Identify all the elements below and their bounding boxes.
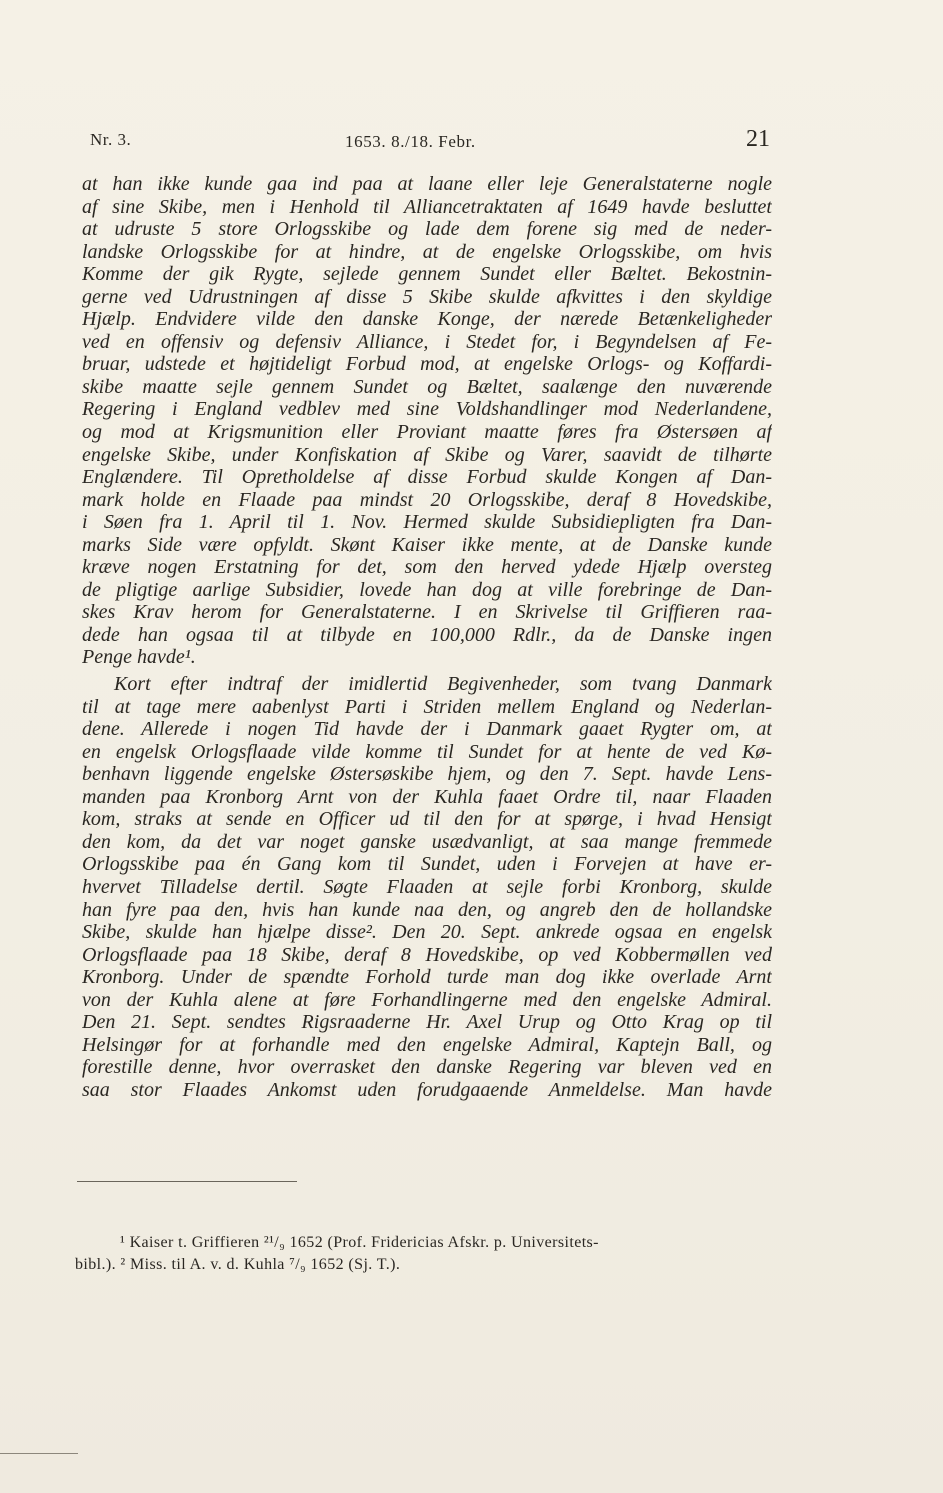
text-line: at han ikke kunde gaa ind paa at laane eller leje Generalstaterne nogle [82,173,772,195]
text-line: manden paa Kronborg Arnt von der Kuhla faaet Ordre til, naar Flaaden [82,785,772,808]
header-date: 1653. 8./18. Febr. [345,132,476,151]
text-line: marks Side være opfyldt. Skønt Kaiser ikke mente, at de Danske kunde [82,533,772,556]
footnotes [75,1232,765,1276]
text-line: dede han ogsaa til at tilbyde en 100,000 Rdlr., da de Danske ingen [82,623,772,646]
text-line: Regering i England vedblev med sine Voldshandlinger mod Nederlandene, [82,398,772,421]
text-line: skibe maatte sejle gennem Sundet og Bæltet, saalænge den nuværende [82,375,772,398]
text-line: Kronborg. Under de spændte Forhold turde man dog ikke overlade Arnt [82,966,772,989]
footnote-1: ¹ Kaiser t. Griffieren ²¹/₉ 1652 (Prof. Fridericias Afskr. p. Universitets- [120,1234,599,1251]
text-line: han fyre paa den, hvis han kunde naa den, og angreb den de hollandske [82,898,772,921]
text-line: kom, straks at sende en Officer ud til den for at spørge, i hvad Hensigt [82,808,772,831]
text-line: mark holde en Flaade paa mindst 20 Orlogsskibe, deraf 8 Hovedskibe, [82,488,772,511]
text-line: Hjælp. Endvidere vilde den danske Konge, der nærede Betænkeligheder [82,308,772,331]
text-line: von der Kuhla alene at føre Forhandlingerne med den engelske Admiral. [82,988,772,1011]
text-line: Penge havde¹. [82,646,196,669]
text-line: engelske Skibe, under Konfiskation af Skibe og Varer, saavidt de tilhørte [82,443,772,466]
text-line: en engelsk Orlogsflaade vilde komme til Sundet for at hente de ved Kø- [82,740,772,763]
text-line: dene. Allerede i nogen Tid havde der i Danmark gaaet Rygter om, at [82,718,772,741]
text-line: gerne ved Udrustningen af disse 5 Skibe skulde afkvittes i den skyldige [82,285,772,308]
text-line: Orlogsflaade paa 18 Skibe, deraf 8 Hovedskibe, op ved Kobbermøllen ved [82,943,772,966]
scan-edge-line [0,1453,78,1454]
text-line: de pligtige aarlige Subsidier, lovede han dog at ville forebringe de Dan- [82,578,772,601]
text-line: kræve nogen Erstatning for det, som den herved ydede Hjælp oversteg [82,556,772,579]
text-line: at udruste 5 store Orlogsskibe og lade dem forene sig med de neder- [82,218,772,241]
body-text [82,173,772,1101]
footnote-2: bibl.). ² Miss. til A. v. d. Kuhla ⁷/₉ 1652 (Sj. T.). [75,1256,401,1273]
text-line: landske Orlogsskibe for at hindre, at de engelske Orlogsskibe, om hvis [82,240,772,263]
text-line: Orlogsskibe paa én Gang kom til Sundet, uden i Forvejen at have er- [82,853,772,876]
text-line: ved en offensiv og defensiv Alliance, i Stedet for, i Begyndelsen af Fe- [82,330,772,353]
text-line: Kort efter indtraf der imidlertid Begivenheder, som tvang Danmark [114,673,772,696]
page-number: 21 [746,126,770,152]
text-line: den kom, da det var noget ganske usædvanligt, at saa mange fremmede [82,830,772,853]
text-line: Helsingør for at forhandle med den engelske Admiral, Kaptejn Ball, og [82,1033,772,1056]
text-line: skes Krav herom for Generalstaterne. I en Skrivelse til Griffieren raa- [82,601,772,624]
running-header [90,128,770,158]
text-line: saa stor Flaades Ankomst uden forudgaaende Anmeldelse. Man havde [82,1078,772,1101]
text-line: forestille denne, hvor overrasket den danske Regering var bleven ved en [82,1056,772,1079]
text-line: hvervet Tilladelse dertil. Søgte Flaaden at sejle forbi Kronborg, skulde [82,875,772,898]
section-number: Nr. 3. [90,130,132,149]
text-line: Komme der gik Rygte, sejlede gennem Sundet eller Bæltet. Bekostnin- [82,263,772,286]
text-line: Englændere. Til Opretholdelse af disse Forbud skulde Kongen af Dan- [82,466,772,489]
text-line: bruar, udstede et højtideligt Forbud mod, at engelske Orlogs- og Koffardi- [82,353,772,376]
text-line: benhavn liggende engelske Østersøskibe hjem, og den 7. Sept. havde Lens- [82,763,772,786]
text-line: og mod at Krigsmunition eller Proviant maatte føres fra Østersøen af [82,421,772,444]
footnote-divider [77,1181,297,1182]
text-line: af sine Skibe, men i Henhold til Alliancetraktaten af 1649 havde besluttet [82,195,772,218]
text-line: i Søen fra 1. April til 1. Nov. Hermed skulde Subsidiepligten fra Dan- [82,511,772,534]
text-line: til at tage mere aabenlyst Parti i Striden mellem England og Nederlan- [82,695,772,718]
text-line: Den 21. Sept. sendtes Rigsraaderne Hr. Axel Urup og Otto Krag op til [82,1011,772,1034]
text-line: Skibe, skulde han hjælpe disse². Den 20. Sept. ankrede ogsaa en engelsk [82,921,772,944]
